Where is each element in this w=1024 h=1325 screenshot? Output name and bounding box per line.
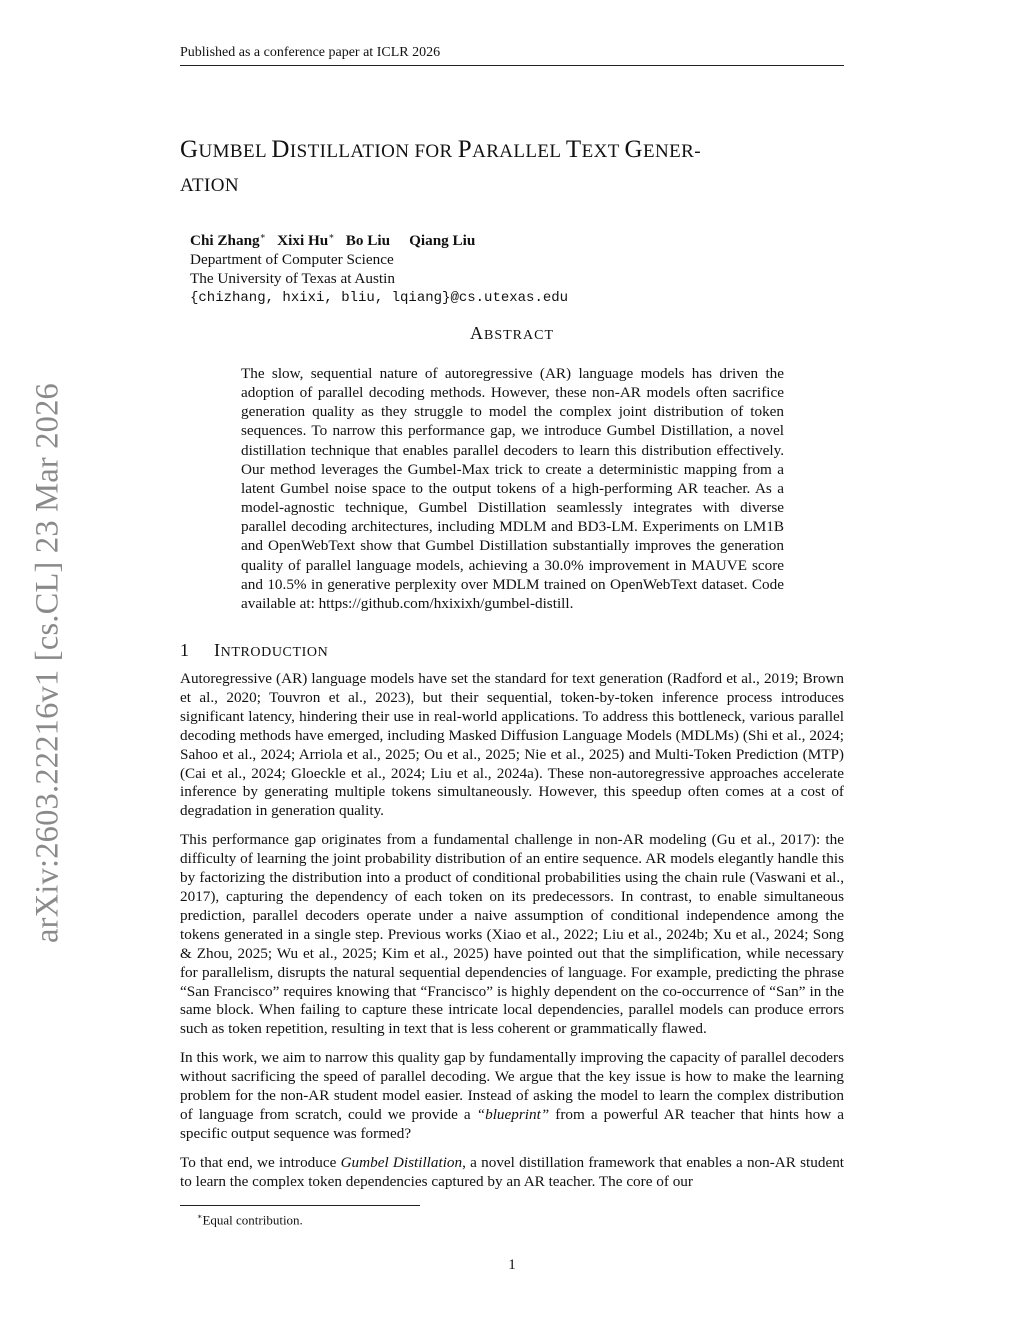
author-2: Xixi Hu bbox=[277, 232, 329, 250]
footnote-rule bbox=[180, 1205, 420, 1206]
title-rest-5: ENER- bbox=[642, 141, 701, 162]
author-department: Department of Computer Science bbox=[190, 251, 394, 269]
author-names bbox=[190, 227, 830, 250]
paragraph-text: from a powerful AR teacher that hints how a specific output sequence was formed? bbox=[180, 1105, 844, 1142]
author-emails: {chizhang, hxixi, bliu, lqiang}@cs.utexas.edu bbox=[190, 289, 569, 306]
paragraph: Autoregressive (AR) language models have set the standard for text generation (Radford et al., 2019; Brown et al., 2020; Touvron et al., 2023), but their sequential, token-by-token inference process introduces significant latency, hindering their use in real-world applications. To address this bottleneck, various parallel decoding methods have emerged, including Masked Diffusion Language Models (MDLMs) (Shi et al., 2024; Sahoo et al., 2024; Arriola et al., 2025; Ou et al., 2025; Nie et al., 2025) and Multi-Token Prediction (MTP) (Cai et al., 2024; Gloeckle et al., 2024; Liu et al., 2024a). These non-autoregressive approaches accelerate inference by generating multiple tokens simultaneously. However, this speedup often comes at a cost of degradation in generation quality. bbox=[180, 670, 844, 820]
abstract-heading-rest: BSTRACT bbox=[483, 328, 554, 343]
title-line-2: ATION bbox=[180, 175, 239, 196]
emphasis-gumbel-distillation: Gumbel Distillation bbox=[340, 1153, 463, 1171]
paragraph-text: , a novel distillation framework that enables a non-AR student to learn the complex token dependencies captured by an AR teacher. The core of our bbox=[180, 1153, 845, 1190]
emphasis-blueprint: “blueprint” bbox=[476, 1105, 550, 1123]
footnote-text: Equal contribution. bbox=[202, 1212, 303, 1228]
section-heading-introduction bbox=[180, 640, 328, 661]
title-cap-5: G bbox=[624, 136, 643, 163]
title-cap-1: G bbox=[180, 136, 199, 163]
paragraph-text: In this work, we aim to narrow this quality gap by fundamentally improving the capacity of parallel decoders without sacrificing the speed of parallel decoding. We argue that the key issue is how to make the learning problem for the non-AR student model easier. Instead of asking the model to learn the complex distribution of language from scratch, could we provide a bbox=[180, 1049, 844, 1123]
section-heading-cap: I bbox=[214, 640, 221, 660]
section-heading-rest: NTRODUCTION bbox=[220, 645, 329, 660]
section-number: 1 bbox=[180, 640, 190, 660]
paragraph bbox=[180, 1049, 844, 1144]
arxiv-stamp-text: arXiv:2603.22216v1 [cs.CL] 23 Mar 2026 bbox=[29, 382, 66, 944]
author-block bbox=[190, 227, 830, 308]
paragraph bbox=[180, 1154, 844, 1192]
paper-title bbox=[180, 134, 850, 202]
title-cap-4: T bbox=[565, 136, 582, 163]
equal-contribution-mark: ∗ bbox=[328, 231, 335, 241]
title-cap-3: P bbox=[457, 136, 473, 163]
footnote-mark: ∗ bbox=[197, 1212, 203, 1221]
author-3: Bo Liu bbox=[345, 232, 391, 250]
title-rest-1: UMBEL bbox=[198, 141, 272, 162]
title-rest-3: ARALLEL bbox=[472, 141, 566, 162]
paragraph: This performance gap originates from a fundamental challenge in non-AR modeling (Gu et al., 2017): the difficulty of learning the joint probability distribution of an entire sequence. AR models elegantly handle this by factorizing the distribution into a product of conditional probabilities using the chain rule (Vaswani et al., 2017), capturing the dependency of each token on its predecessors. In contrast, to enable simultaneous prediction, parallel decoders operate under a naive assumption of conditional independence among the tokens generated in a single step. Previous works (Xiao et al., 2022; Liu et al., 2024b; Xu et al., 2024; Song & Zhou, 2025; Wu et al., 2025; Kim et al., 2025) have pointed out that the simplification, while necessary for parallelism, disrupts the natural sequential dependencies of language. For example, predicting the phrase “San Francisco” requires knowing that “Francisco” is highly dependent on the co-occurrence of “San” in the same block. When failing to capture these intricate local dependencies, parallel models can produce errors such as token repetition, resulting in text that is less coherent or grammatically flawed. bbox=[180, 831, 844, 1038]
paragraph-text: To that end, we introduce bbox=[180, 1153, 341, 1171]
author-university: The University of Texas at Austin bbox=[190, 270, 395, 288]
title-cap-2: D bbox=[271, 136, 290, 163]
introduction-body bbox=[180, 670, 844, 1202]
abstract-heading-cap: A bbox=[469, 323, 484, 343]
running-header: Published as a conference paper at ICLR 2026 bbox=[180, 45, 441, 60]
author-4: Qiang Liu bbox=[409, 232, 476, 250]
header-rule bbox=[180, 65, 844, 66]
title-rest-2: ISTILLATION FOR bbox=[289, 141, 458, 162]
abstract-text: The slow, sequential nature of autoregressive (AR) language models has driven the adoption of parallel decoding methods. However, these non-AR models often sacrifice generation quality as they struggle to model the complex joint distribution of token sequences. To narrow this performance gap, we introduce Gumbel Distillation, a novel distillation technique that enables parallel decoders to learn this distribution effectively. Our method leverages the Gumbel-Max trick to create a deterministic mapping from a latent Gumbel noise space to the output tokens of a high-performing AR teacher. As a model-agnostic technique, Gumbel Distillation seamlessly integrates with diverse parallel decoding architectures, including MDLM and BD3-LM. Experiments on LM1B and OpenWebText show that Gumbel Distillation substantially improves the generation quality of parallel language models, achieving a 30.0% improvement in MAUVE score and 10.5% in generative perplexity over MDLM trained on OpenWebText dataset. Code available at: https://github.com/hxixixh/gumbel-distill. bbox=[241, 365, 784, 612]
page-number: 1 bbox=[508, 1257, 516, 1273]
equal-contribution-mark: ∗ bbox=[259, 231, 266, 241]
footnote bbox=[197, 1209, 303, 1228]
abstract-heading bbox=[180, 323, 844, 344]
title-rest-4: EXT bbox=[581, 141, 625, 162]
author-1: Chi Zhang bbox=[190, 232, 260, 250]
